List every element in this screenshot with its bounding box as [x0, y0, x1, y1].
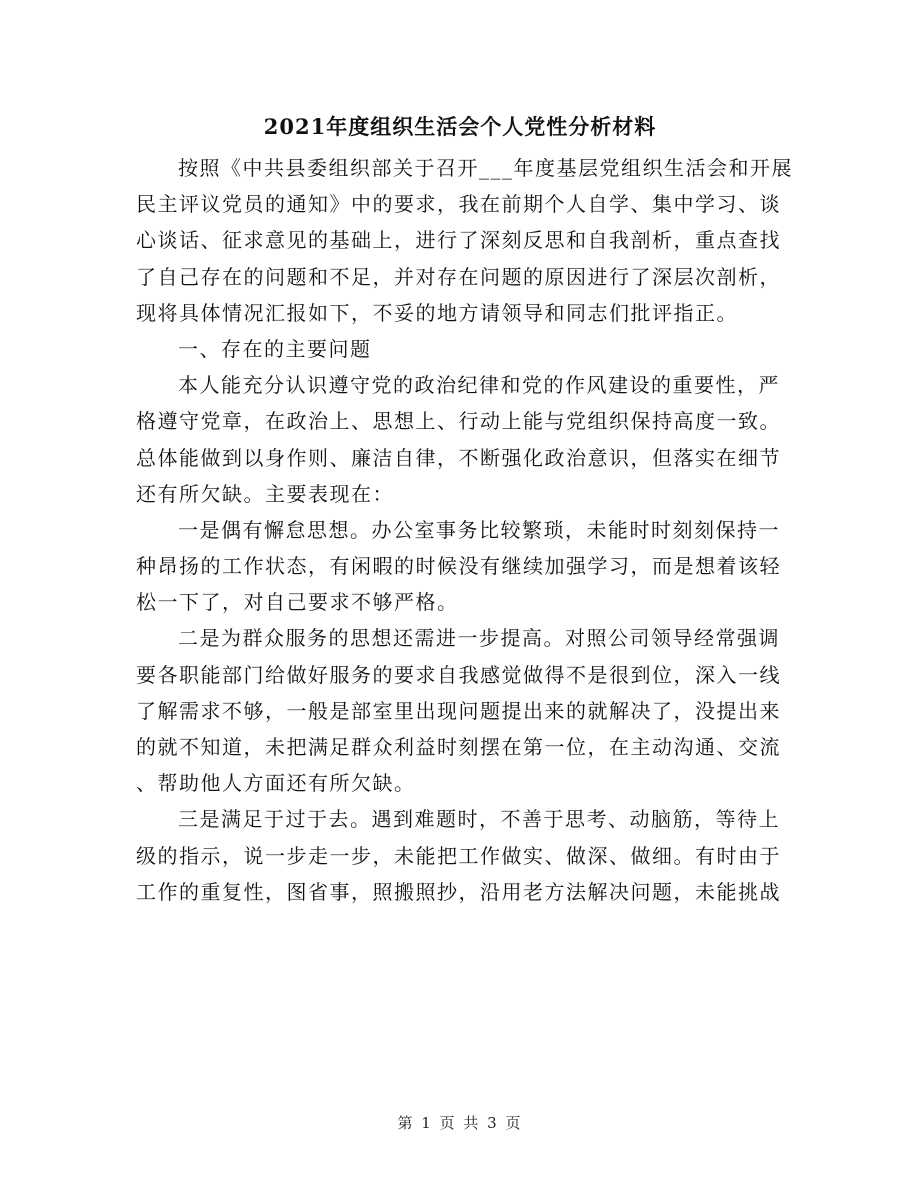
paragraph-line: 松一下了，对自己要求不够严格。: [136, 590, 459, 615]
paragraph-line: 种昂扬的工作状态，有闲暇的时候没有继续加强学习，而是想着该轻: [136, 554, 781, 579]
paragraph-line: 民主评议党员的通知》中的要求，我在前期个人自学、集中学习、谈: [136, 192, 781, 217]
paragraph-line: 心谈话、征求意见的基础上，进行了深刻反思和自我剖析，重点查找: [136, 228, 781, 253]
paragraph-line: 、帮助他人方面还有所欠缺。: [136, 771, 416, 796]
paragraph-line: 了解需求不够，一般是部室里出现问题提出来的就解决了，没提出来: [136, 698, 781, 723]
paragraph-line: 格遵守党章，在政治上、思想上、行动上能与党组织保持高度一致。: [136, 409, 781, 434]
paragraph-line: 三是满足于过于去。遇到难题时，不善于思考、动脑筋，等待上: [178, 807, 780, 832]
page-number-footer: 第 1 页 共 3 页: [397, 1114, 523, 1132]
section-heading: 一、存在的主要问题: [178, 336, 372, 361]
paragraph-line: 二是为群众服务的思想还需进一步提高。对照公司领导经常强调: [178, 626, 780, 651]
paragraph-line: 还有所欠缺。主要表现在：: [136, 481, 394, 506]
paragraph-line: 本人能充分认识遵守党的政治纪律和党的作风建设的重要性，严: [178, 373, 780, 398]
paragraph-line: 的就不知道，未把满足群众利益时刻摆在第一位，在主动沟通、交流: [136, 735, 781, 759]
paragraph-line: 按照《中共县委组织部关于召开___年度基层党组织生活会和开展: [178, 156, 793, 180]
paragraph-line: 一是偶有懈怠思想。办公室事务比较繁琐，未能时时刻刻保持一: [178, 517, 780, 542]
paragraph-line: 了自己存在的问题和不足，并对存在问题的原因进行了深层次剖析，: [136, 264, 781, 289]
paragraph-line: 现将具体情况汇报如下，不妥的地方请领导和同志们批评指正。: [136, 300, 738, 325]
document-title: 2021年度组织生活会个人党性分析材料: [263, 114, 657, 139]
paragraph-line: 级的指示，说一步走一步，未能把工作做实、做深、做细。有时由于: [136, 843, 781, 868]
paragraph-line: 工作的重复性，图省事，照搬照抄，沿用老方法解决问题，未能挑战: [136, 879, 781, 904]
paragraph-line: 总体能做到以身作则、廉洁自律，不断强化政治意识，但落实在细节: [136, 445, 781, 470]
paragraph-line: 要各职能部门给做好服务的要求自我感觉做得不是很到位，深入一线: [136, 662, 781, 687]
document-body: [136, 150, 793, 910]
